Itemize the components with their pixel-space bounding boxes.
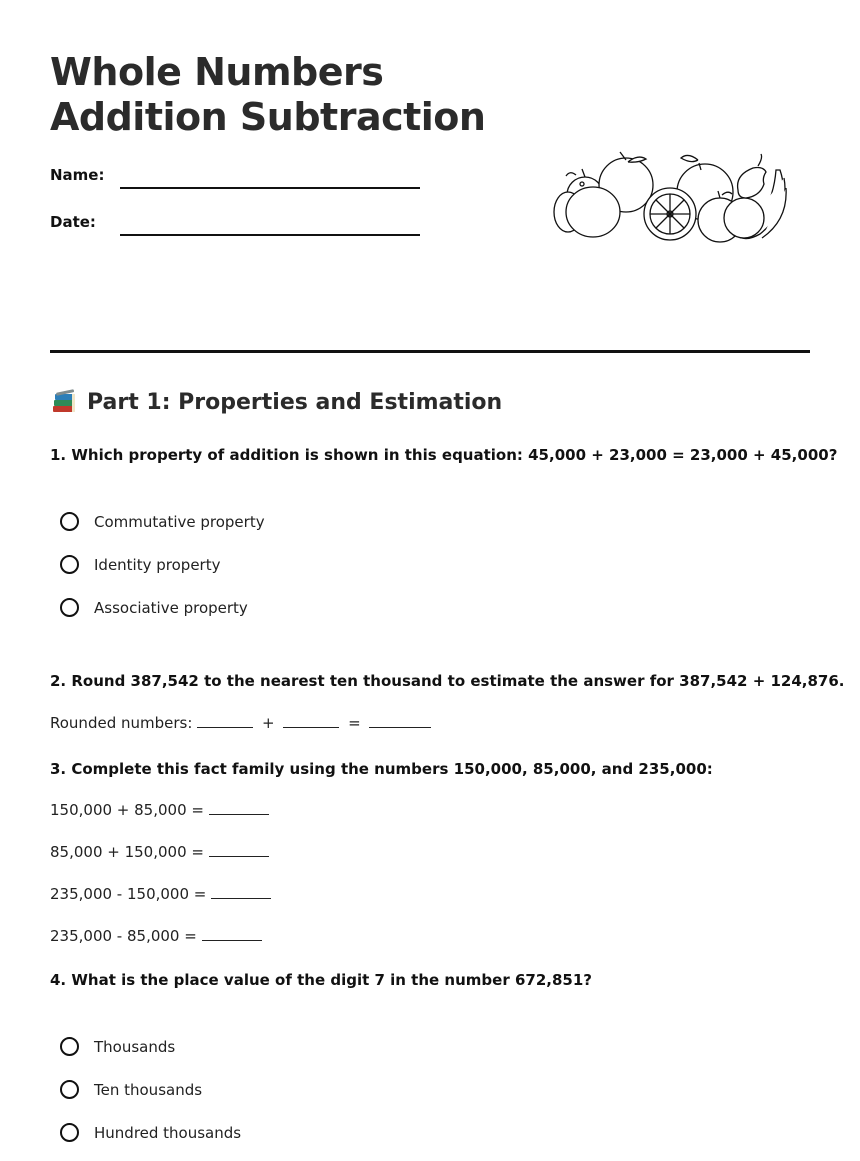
option-label: Ten thousands — [94, 1080, 203, 1099]
option-label: Hundred thousands — [94, 1123, 242, 1142]
section-title: Part 1: Properties and Estimation — [87, 389, 503, 415]
fact-family-line — [50, 800, 269, 819]
answer-blank[interactable] — [369, 713, 431, 728]
fact-family-line — [50, 884, 271, 903]
radio-button[interactable] — [60, 1037, 79, 1056]
option-label: Commutative property — [94, 512, 265, 531]
fruit-illustration — [548, 150, 788, 245]
equation-text: 235,000 - 150,000 = — [50, 885, 207, 903]
section-heading — [50, 388, 502, 416]
question-2: 2. Round 387,542 to the nearest ten thousand to estimate the answer for 387,542 + 124,876. — [50, 672, 845, 690]
fact-family-line — [50, 926, 262, 945]
question-1: 1. Which property of addition is shown in this equation: 45,000 + 23,000 = 23,000 + 45,000? — [50, 446, 838, 464]
question-3: 3. Complete this fact family using the numbers 150,000, 85,000, and 235,000: — [50, 760, 713, 778]
answer-blank[interactable] — [211, 884, 271, 899]
date-field[interactable] — [120, 234, 420, 236]
answer-blank[interactable] — [209, 800, 269, 815]
option-label: Thousands — [94, 1037, 176, 1056]
section-divider — [50, 350, 810, 353]
equation-text: 235,000 - 85,000 = — [50, 927, 197, 945]
question-4: 4. What is the place value of the digit 7 in the number 672,851? — [50, 971, 592, 989]
option-label: Identity property — [94, 555, 221, 574]
date-label: Date: — [50, 213, 96, 231]
radio-button[interactable] — [60, 598, 79, 617]
q2-answer-line — [50, 713, 431, 732]
q4-option-hundred-thousands[interactable] — [60, 1123, 241, 1142]
equation-text: 150,000 + 85,000 = — [50, 801, 204, 819]
answer-blank[interactable] — [202, 926, 262, 941]
rounded-numbers-label: Rounded numbers: — [50, 714, 193, 732]
orange-icon — [566, 187, 620, 237]
answer-blank[interactable] — [209, 842, 269, 857]
equation-text: 85,000 + 150,000 = — [50, 843, 204, 861]
worksheet-title — [50, 50, 485, 140]
radio-button[interactable] — [60, 1123, 79, 1142]
name-field[interactable] — [120, 187, 420, 189]
answer-blank[interactable] — [197, 713, 253, 728]
plus-sign: + — [261, 714, 275, 732]
radio-button[interactable] — [60, 512, 79, 531]
pear-icon — [738, 168, 766, 199]
title-line-1: Whole Numbers — [50, 50, 384, 94]
title-line-2: Addition Subtraction — [50, 95, 486, 139]
equals-sign: = — [348, 714, 361, 732]
radio-button[interactable] — [60, 1080, 79, 1099]
q4-option-thousands[interactable] — [60, 1037, 175, 1056]
option-label: Associative property — [94, 598, 248, 617]
answer-blank[interactable] — [283, 713, 339, 728]
radio-button[interactable] — [60, 555, 79, 574]
q1-option-identity[interactable] — [60, 555, 220, 574]
name-label: Name: — [50, 166, 105, 184]
books-icon — [50, 388, 78, 416]
q1-option-associative[interactable] — [60, 598, 248, 617]
q1-option-commutative[interactable] — [60, 512, 265, 531]
q4-option-ten-thousands[interactable] — [60, 1080, 202, 1099]
fact-family-line — [50, 842, 269, 861]
